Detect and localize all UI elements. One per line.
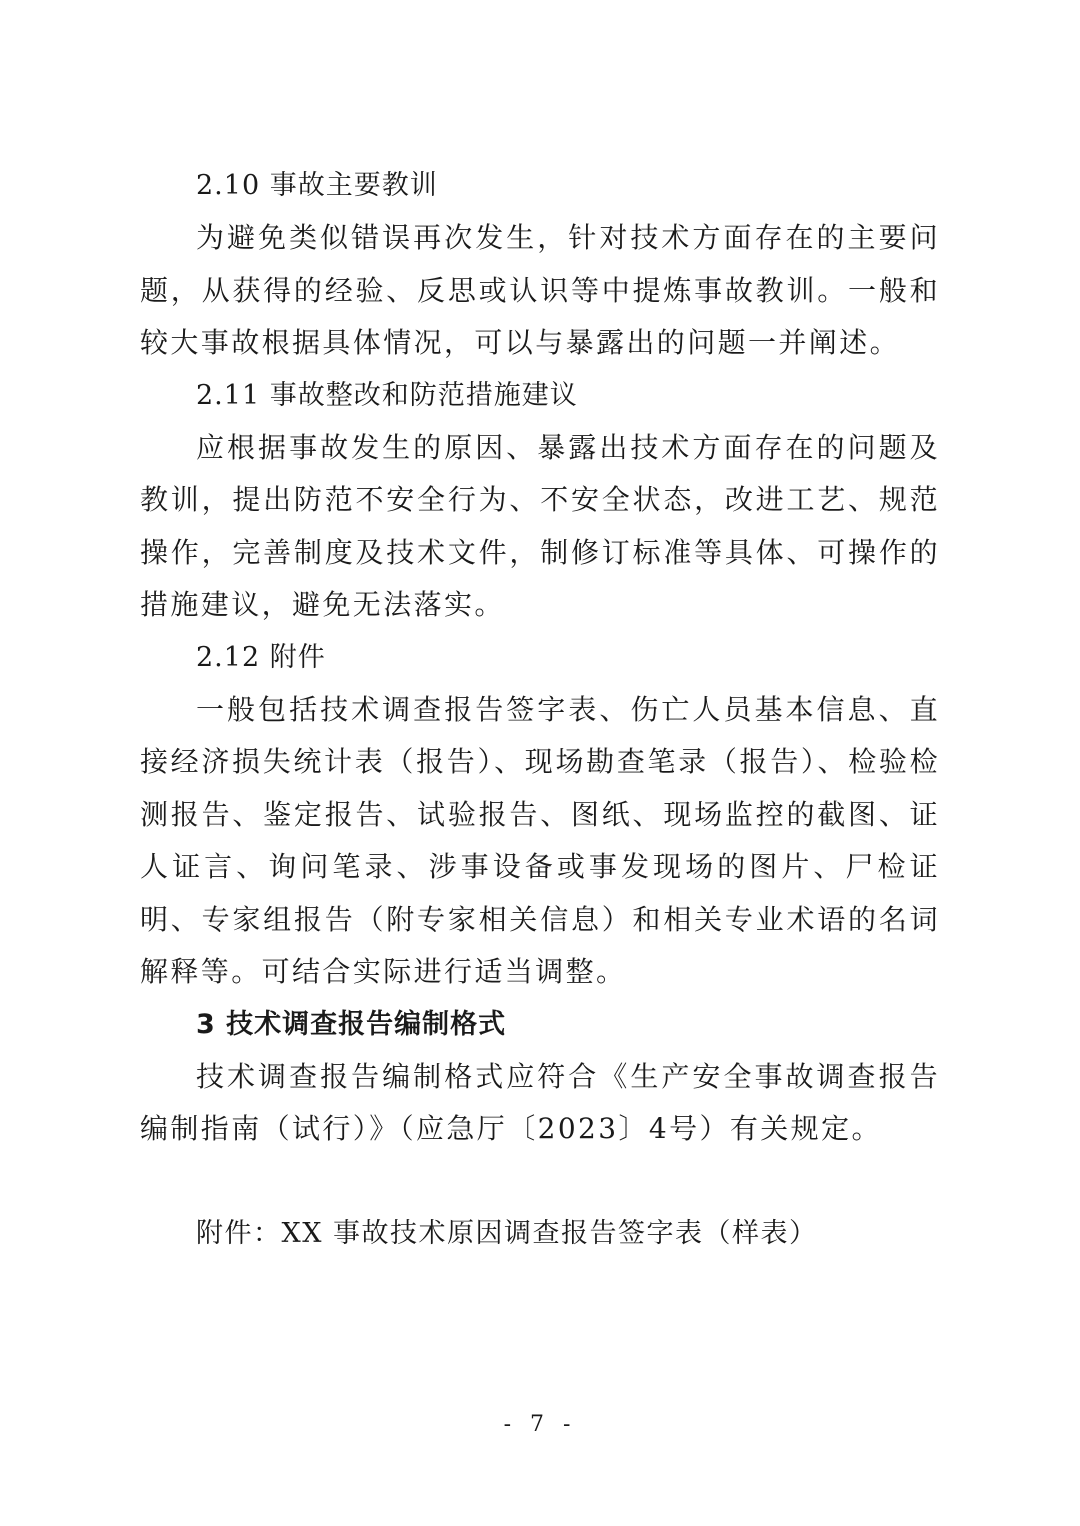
section-heading-2-12: 2.12 附件 (196, 641, 326, 673)
section-body-2-12: 一般包括技术调查报告签字表、伤亡人员基本信息、直接经济损失统计表（报告）、现场勘查笔录（报告）、检验检测报告、鉴定报告、试验报告、图纸、现场监控的截图、证人证言、询问笔录、涉事设备或事发现场的图片、尸检证明、专家组报告（附专家相关信息）和相关专业术语的名词解释等。可结合实际进行适当调整。 (140, 692, 940, 988)
section-heading-2-11: 2.11 事故整改和防范措施建议 (196, 379, 578, 411)
section-heading-2-10: 2.10 事故主要教训 (196, 170, 438, 201)
section-body-2-10: 为避免类似错误再次发生，针对技术方面存在的主要问题，从获得的经验、反思或认识等中提炼事故教训。一般和较大事故根据具体情况，可以与暴露出的问题一并阐述。 (140, 221, 940, 359)
attachment-note: 附件：XX 事故技术原因调查报告签字表（样表） (196, 1217, 818, 1249)
section-heading-3: 3 技术调查报告编制格式 (196, 1008, 507, 1040)
section-body-2-11: 应根据事故发生的原因、暴露出技术方面存在的问题及教训，提出防范不安全行为、不安全状态，改进工艺、规范操作，完善制度及技术文件，制修订标准等具体、可操作的措施建议，避免无法落实。 (140, 430, 940, 621)
section-body-3: 技术调查报告编制格式应符合《生产安全事故调查报告编制指南（试行）》（应急厅〔2023〕4号）有关规定。 (140, 1059, 940, 1145)
document-body (140, 160, 940, 1260)
page-number: - 7 - (503, 1412, 577, 1437)
